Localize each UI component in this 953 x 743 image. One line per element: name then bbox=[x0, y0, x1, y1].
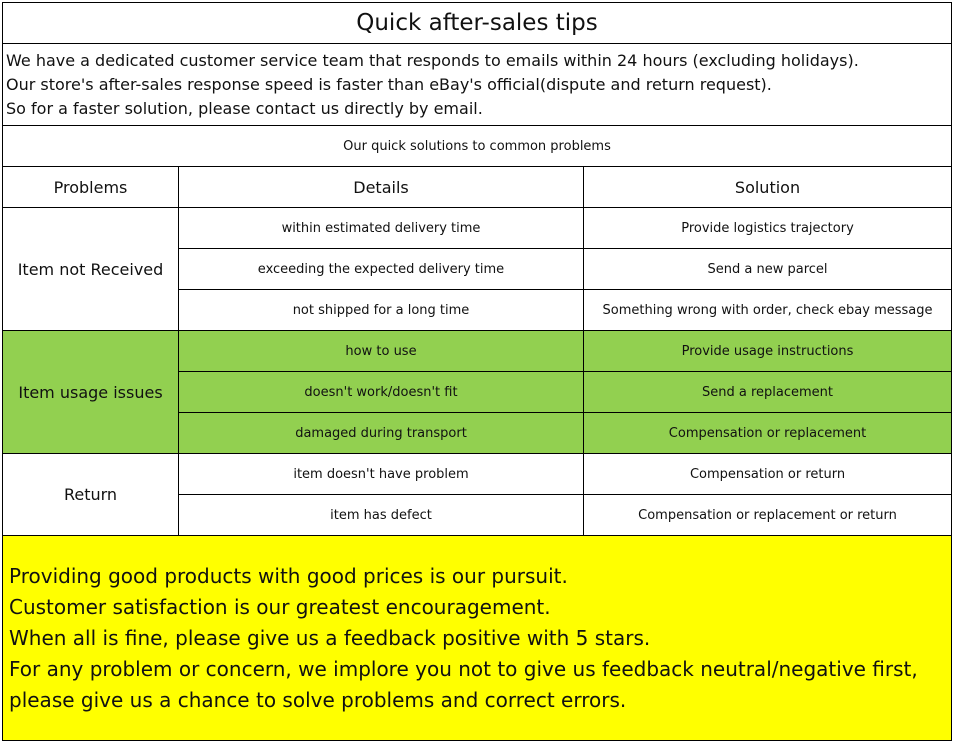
solution-cell: Provide usage instructions bbox=[584, 331, 952, 372]
closing-message bbox=[3, 536, 952, 741]
table-row bbox=[3, 454, 952, 495]
solution-cell: Compensation or replacement bbox=[584, 413, 952, 454]
intro-line: So for a faster solution, please contact us directly by email. bbox=[6, 98, 483, 118]
solution-cell: Something wrong with order, check ebay message bbox=[584, 290, 952, 331]
intro-line: We have a dedicated customer service team that responds to emails within 24 hours (excluding holidays). bbox=[6, 50, 859, 70]
table-row bbox=[3, 331, 952, 372]
subheading-row bbox=[3, 126, 952, 167]
intro-row bbox=[3, 44, 952, 126]
header-row bbox=[3, 167, 952, 208]
problem-item-not-received: Item not Received bbox=[3, 208, 179, 331]
column-header-details: Details bbox=[179, 167, 584, 208]
problem-return: Return bbox=[3, 454, 179, 536]
column-header-problems: Problems bbox=[3, 167, 179, 208]
closing-line: Providing good products with good prices is our pursuit. bbox=[9, 563, 568, 588]
column-header-solution: Solution bbox=[584, 167, 952, 208]
solution-cell: Compensation or return bbox=[584, 454, 952, 495]
closing-line: When all is fine, please give us a feedback positive with 5 stars. bbox=[9, 625, 651, 650]
table-row bbox=[3, 208, 952, 249]
intro-line: Our store's after-sales response speed is faster than eBay's official(dispute and return request). bbox=[6, 74, 772, 94]
solution-cell: Provide logistics trajectory bbox=[584, 208, 952, 249]
closing-line: please give us a chance to solve problems and correct errors. bbox=[9, 687, 627, 712]
solution-cell: Compensation or replacement or return bbox=[584, 495, 952, 536]
table-subheading: Our quick solutions to common problems bbox=[3, 126, 952, 167]
page-title: Quick after-sales tips bbox=[3, 3, 952, 44]
detail-cell: doesn't work/doesn't fit bbox=[179, 372, 584, 413]
closing-line: For any problem or concern, we implore you not to give us feedback neutral/negative first, bbox=[9, 656, 918, 681]
closing-row bbox=[3, 536, 952, 741]
detail-cell: damaged during transport bbox=[179, 413, 584, 454]
solution-cell: Send a replacement bbox=[584, 372, 952, 413]
intro-text bbox=[3, 44, 952, 126]
detail-cell: not shipped for a long time bbox=[179, 290, 584, 331]
detail-cell: item has defect bbox=[179, 495, 584, 536]
title-row bbox=[3, 3, 952, 44]
detail-cell: within estimated delivery time bbox=[179, 208, 584, 249]
detail-cell: how to use bbox=[179, 331, 584, 372]
detail-cell: exceeding the expected delivery time bbox=[179, 249, 584, 290]
after-sales-table bbox=[2, 2, 952, 741]
detail-cell: item doesn't have problem bbox=[179, 454, 584, 495]
problem-item-usage-issues: Item usage issues bbox=[3, 331, 179, 454]
closing-line: Customer satisfaction is our greatest encouragement. bbox=[9, 594, 551, 619]
solution-cell: Send a new parcel bbox=[584, 249, 952, 290]
